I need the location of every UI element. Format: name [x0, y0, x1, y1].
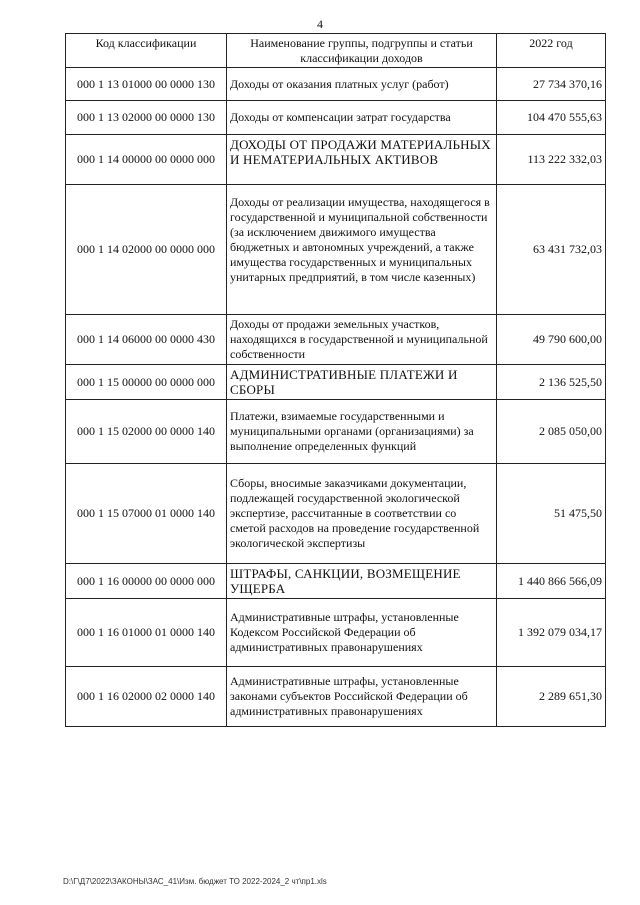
row-amount: 2 136 525,50 — [497, 365, 606, 400]
page-number: 4 — [317, 17, 323, 31]
header-name: Наименование группы, подгруппы и статьи классификации доходов — [227, 34, 497, 68]
row-code: 000 1 15 02000 00 0000 140 — [66, 400, 227, 464]
row-amount: 1 392 079 034,17 — [497, 599, 606, 667]
row-amount: 27 734 370,16 — [497, 68, 606, 101]
row-amount: 63 431 732,03 — [497, 185, 606, 315]
table-row — [66, 185, 606, 315]
table-row — [66, 315, 606, 365]
table-row — [66, 400, 606, 464]
row-code: 000 1 16 00000 00 0000 000 — [66, 564, 227, 599]
row-amount: 1 440 866 566,09 — [497, 564, 606, 599]
row-amount: 49 790 600,00 — [497, 315, 606, 365]
row-amount: 113 222 332,03 — [497, 135, 606, 185]
table-row — [66, 667, 606, 727]
revenue-table — [65, 33, 606, 727]
row-name: АДМИНИСТРАТИВНЫЕ ПЛАТЕЖИ И СБОРЫ — [227, 365, 497, 400]
row-amount: 51 475,50 — [497, 464, 606, 564]
row-amount: 104 470 555,63 — [497, 101, 606, 135]
header-year: 2022 год — [497, 34, 606, 68]
row-code: 000 1 14 00000 00 0000 000 — [66, 135, 227, 185]
footer-file-path: D:\Г\Д7\2022\ЗАКОНЫ\ЗАС_41\Изм. бюджет ТО 2022-2024_2 чт\пр1.xls — [63, 877, 327, 886]
table-row-group — [66, 135, 606, 185]
table-row-group — [66, 365, 606, 400]
table-row-group — [66, 564, 606, 599]
row-amount: 2 289 651,30 — [497, 667, 606, 727]
row-name: Доходы от реализации имущества, находящегося в государственной и муниципальной собственности (за исключением движимого имущества бюджетных и автономных учреждений, а также имущества государственных и муниципальных унитарных предприятий, в том числе казенных) — [227, 185, 497, 315]
row-name: ШТРАФЫ, САНКЦИИ, ВОЗМЕЩЕНИЕ УЩЕРБА — [227, 564, 497, 599]
row-name: Сборы, вносимые заказчиками документации, подлежащей государственной экологической экспертизе, рассчитанные в соответствии со сметой расходов на проведение государственной экологической экспертизы — [227, 464, 497, 564]
row-code: 000 1 13 01000 00 0000 130 — [66, 68, 227, 101]
row-name: Платежи, взимаемые государственными и муниципальными органами (организациями) за выполнение определенных функций — [227, 400, 497, 464]
row-code: 000 1 14 02000 00 0000 000 — [66, 185, 227, 315]
row-amount: 2 085 050,00 — [497, 400, 606, 464]
row-name: Доходы от оказания платных услуг (работ) — [227, 68, 497, 101]
table-row — [66, 101, 606, 135]
row-name: Доходы от компенсации затрат государства — [227, 101, 497, 135]
row-code: 000 1 14 06000 00 0000 430 — [66, 315, 227, 365]
table-row — [66, 599, 606, 667]
table-row — [66, 68, 606, 101]
row-code: 000 1 13 02000 00 0000 130 — [66, 101, 227, 135]
row-code: 000 1 15 00000 00 0000 000 — [66, 365, 227, 400]
table-row — [66, 464, 606, 564]
row-code: 000 1 15 07000 01 0000 140 — [66, 464, 227, 564]
row-code: 000 1 16 01000 01 0000 140 — [66, 599, 227, 667]
row-name: Административные штрафы, установленные Кодексом Российской Федерации об административных правонарушениях — [227, 599, 497, 667]
row-code: 000 1 16 02000 02 0000 140 — [66, 667, 227, 727]
row-name: Доходы от продажи земельных участков, находящихся в государственной и муниципальной собственности — [227, 315, 497, 365]
header-code: Код классификации — [66, 34, 227, 68]
table-header-row — [66, 34, 606, 68]
row-name: Административные штрафы, установленные законами субъектов Российской Федерации об административных правонарушениях — [227, 667, 497, 727]
row-name: ДОХОДЫ ОТ ПРОДАЖИ МАТЕРИАЛЬНЫХ И НЕМАТЕРИАЛЬНЫХ АКТИВОВ — [227, 135, 497, 185]
